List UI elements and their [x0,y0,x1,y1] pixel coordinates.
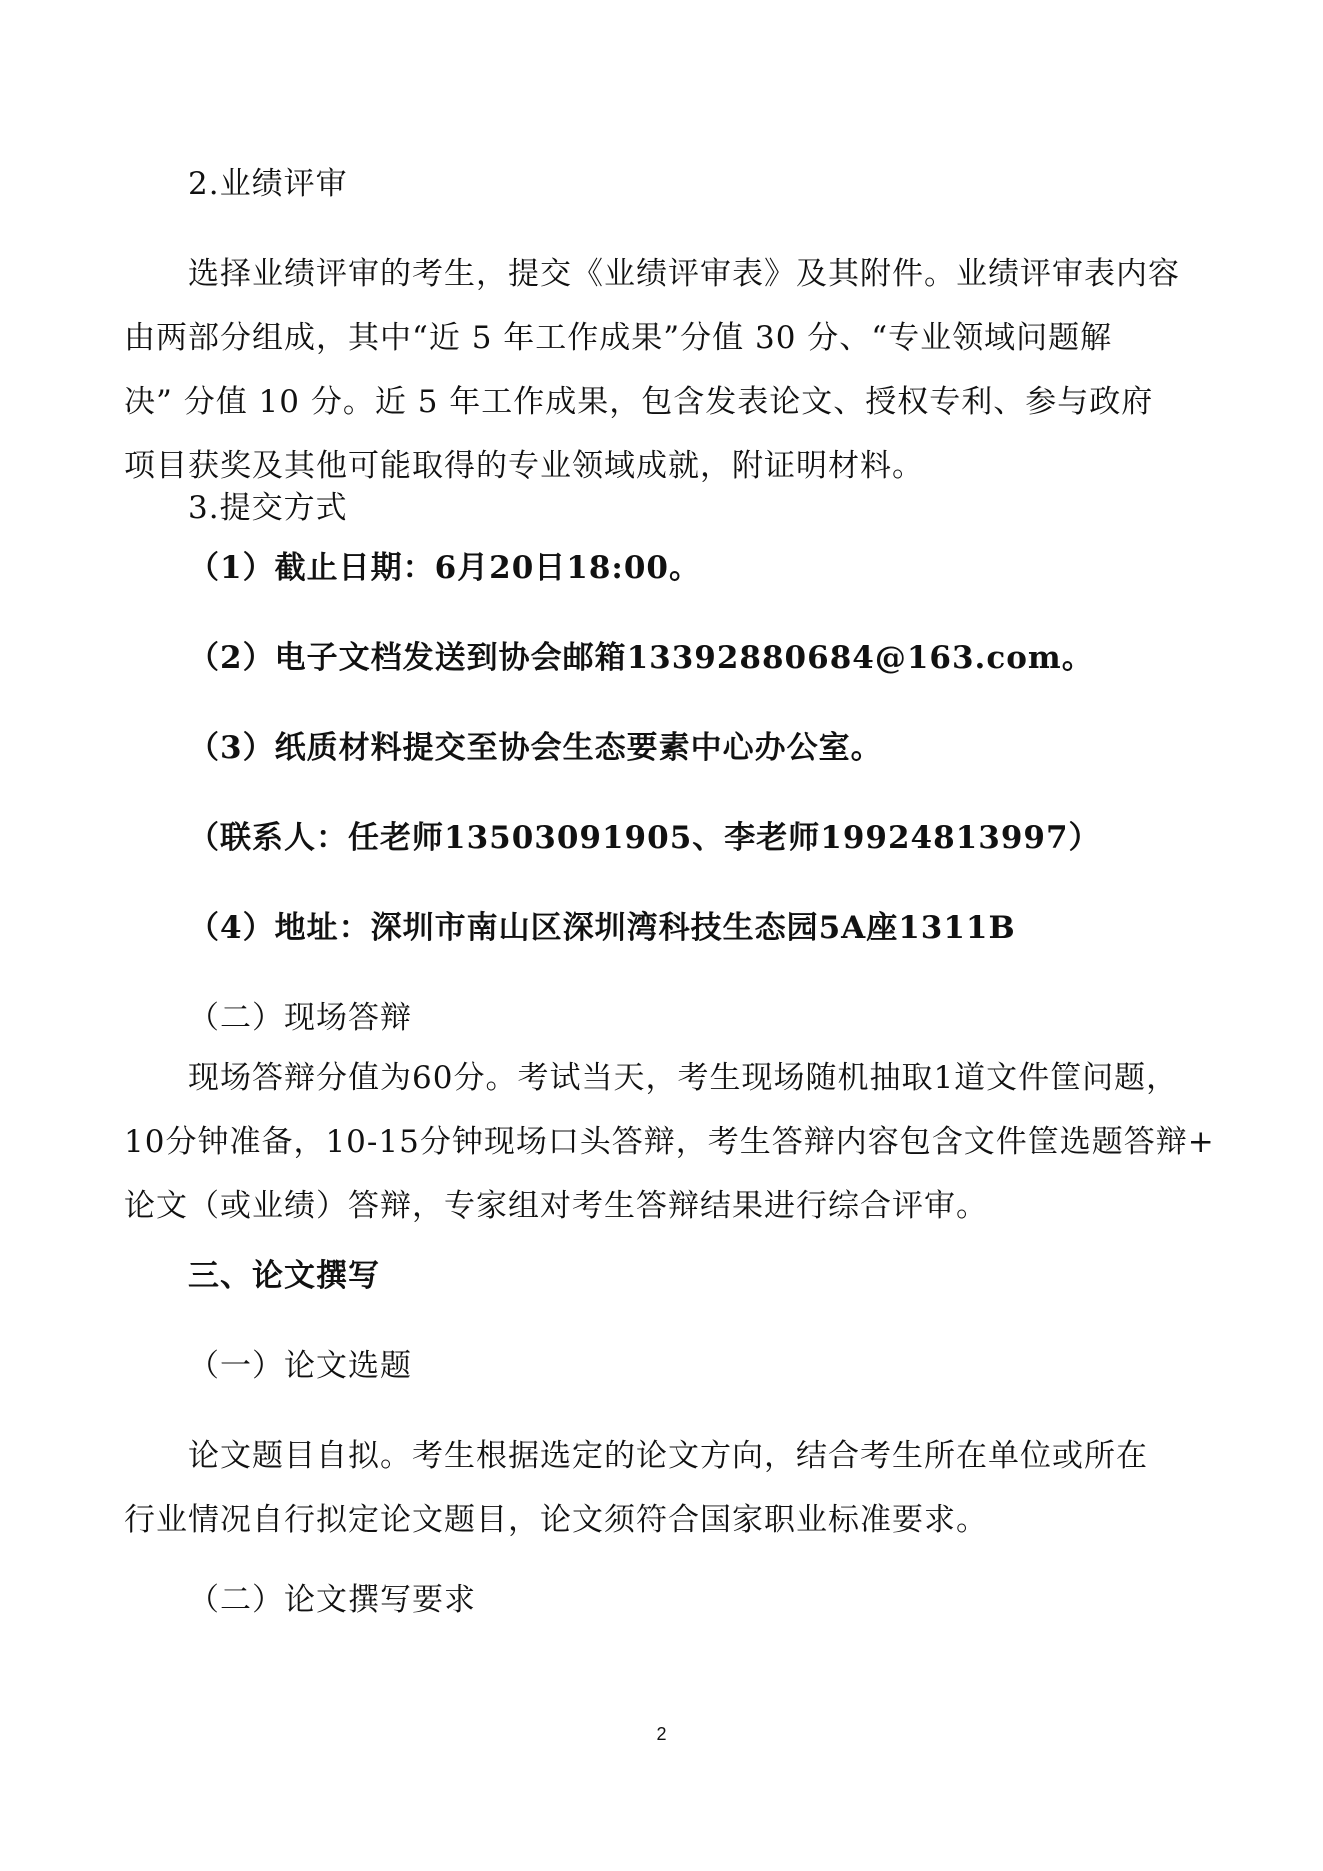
subsection-heading-oral-defense: （二）现场答辩 [188,1000,412,1036]
subsection-heading-writing-requirements: （二）论文撰写要求 [188,1582,476,1618]
section-heading-thesis-writing: 三、论文撰写 [188,1258,380,1294]
subsection-heading-thesis-topic: （一）论文选题 [188,1348,412,1384]
deadline-item: （1）截止日期：6月20日18:00。 [188,550,702,586]
paragraph-line: 10分钟准备，10-15分钟现场口头答辩，考生答辩内容包含文件筐选题答辩+ [124,1124,1215,1160]
section-heading-performance-review: 2.业绩评审 [188,166,348,202]
page-number: 2 [656,1724,667,1744]
paragraph-line: 项目获奖及其他可能取得的专业领域成就，附证明材料。 [124,448,924,484]
paragraph-line: 行业情况自行拟定论文题目，论文须符合国家职业标准要求。 [124,1502,988,1538]
paragraph-line: 现场答辩分值为60分。考试当天，考生现场随机抽取1道文件筐问题， [188,1060,1179,1096]
paragraph-line: 决” 分值 10 分。近 5 年工作成果，包含发表论文、授权专利、参与政府 [124,384,1154,420]
address-item: （4）地址：深圳市南山区深圳湾科技生态园5A座1311B [188,910,1016,946]
paragraph-line: 论文（或业绩）答辩，专家组对考生答辩结果进行综合评审。 [124,1188,988,1224]
contact-item: （联系人：任老师13503091905、李老师19924813997） [188,820,1101,856]
paragraph-line: 由两部分组成，其中“近 5 年工作成果”分值 30 分、“专业领域问题解 [124,320,1113,356]
paragraph-line: 论文题目自拟。考生根据选定的论文方向，结合考生所在单位或所在 [188,1438,1148,1474]
paragraph-line: 选择业绩评审的考生，提交《业绩评审表》及其附件。业绩评审表内容 [188,256,1180,292]
paper-submission-item: （3）纸质材料提交至协会生态要素中心办公室。 [188,730,883,766]
email-item: （2）电子文档发送到协会邮箱13392880684@163.com。 [188,640,1094,676]
section-heading-submission-method: 3.提交方式 [188,490,348,526]
